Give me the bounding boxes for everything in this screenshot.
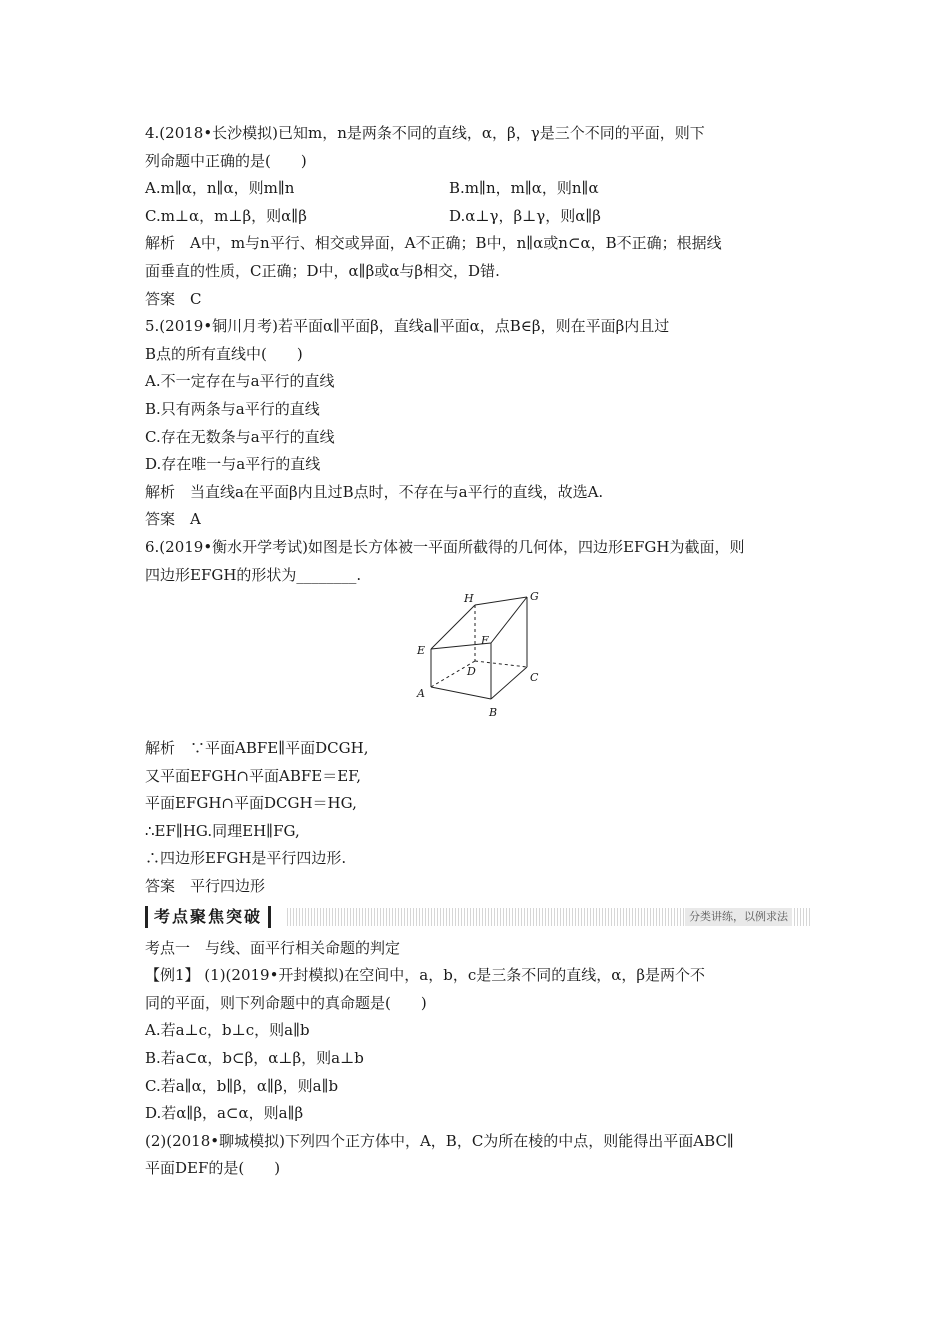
edge-HG xyxy=(475,597,527,605)
section-subtitle: 分类讲练，以例求法 xyxy=(685,908,792,926)
q5-option-b: B.只有两条与a平行的直线 xyxy=(145,399,320,418)
label-E: E xyxy=(417,644,426,658)
q4-stem-line1: 4.(2018•长沙模拟)已知m，n是两条不同的直线，α，β，γ是三个不同的平面，则下 xyxy=(145,124,705,142)
q5-stem-line1: 5.(2019•铜川月考)若平面α∥平面β，直线a∥平面α，点B∈β，则在平面β内且过 xyxy=(145,317,670,336)
example1-option-d: D.若α∥β，a⊂α，则a∥β xyxy=(145,1104,304,1123)
q5-option-d: D.存在唯一与a平行的直线 xyxy=(145,455,321,474)
label-F: F xyxy=(481,634,489,648)
label-H: H xyxy=(464,592,474,606)
q6-stem-line2: 四边形EFGH的形状为________. xyxy=(145,565,362,584)
example1-option-c: C.若a∥α，b∥β，α∥β，则a∥b xyxy=(145,1076,339,1095)
label-D: D xyxy=(467,665,476,679)
q4-answer: 答案 C xyxy=(145,289,202,308)
label-G: G xyxy=(530,591,539,604)
edge-DC-hidden xyxy=(475,661,527,667)
example1-part2-line1: (2)(2018•聊城模拟)下列四个正方体中，A，B，C为所在棱的中点，则能得出平面ABC∥ xyxy=(145,1131,734,1150)
label-A: A xyxy=(417,687,425,701)
q5-solution: 解析 当直线a在平面β内且过B点时，不存在与a平行的直线，故选A. xyxy=(145,482,604,501)
document-page xyxy=(145,120,810,1183)
example1-option-b: B.若a⊂α，b⊂β，α⊥β，则a⊥b xyxy=(145,1049,364,1068)
q4-solution-line2: 面垂直的性质，C正确；D中，α∥β或α与β相交，D错. xyxy=(145,261,500,280)
truncated-box-diagram xyxy=(409,591,549,733)
q6-solution-line4: ∴EF∥HG.同理EH∥FG, xyxy=(145,821,300,840)
q6-solution-line3: 平面EFGH∩平面DCGH＝HG, xyxy=(145,794,357,813)
example1-option-a: A.若a⊥c，b⊥c，则a∥b xyxy=(145,1021,310,1040)
q4-options-row2 xyxy=(145,203,810,231)
q6-solution-line1: 解析 ∵平面ABFE∥平面DCGH, xyxy=(145,739,369,758)
q4-option-b: B.m∥n，m∥α，则n∥α xyxy=(449,179,599,198)
q5-answer: 答案 A xyxy=(145,510,201,529)
q6-solution-line2: 又平面EFGH∩平面ABFE＝EF, xyxy=(145,766,361,785)
example1-stem-line1: 【例1】 (1)(2019•开封模拟)在空间中，a，b，c是三条不同的直线，α，β是两个不 xyxy=(145,966,706,985)
edge-BC xyxy=(491,667,527,699)
q4-solution-line1: 解析 A中，m与n平行、相交或异面，A不正确；B中，n∥α或n⊂α，B不正确；根据线 xyxy=(145,234,722,253)
q6-answer: 答案 平行四边形 xyxy=(145,877,266,896)
q5-stem-line2: B点的所有直线中( ) xyxy=(145,344,303,363)
q4-option-d: D.α⊥γ，β⊥γ，则α∥β xyxy=(449,206,601,225)
q4-stem-line2: 列命题中正确的是( ) xyxy=(145,151,307,170)
topic-heading: 考点一 与线、面平行相关命题的判定 xyxy=(145,938,401,957)
q5-option-a: A.不一定存在与a平行的直线 xyxy=(145,372,335,391)
example1-stem-line2: 同的平面，则下列命题中的真命题是( ) xyxy=(145,993,427,1012)
q6-solid-figure xyxy=(145,589,810,735)
q4-option-a: A.m∥α，n∥α，则m∥n xyxy=(145,179,295,198)
q6-stem-line1: 6.(2019•衡水开学考试)如图是长方体被一平面所截得的几何体，四边形EFGH为截面，则 xyxy=(145,537,745,556)
q5-option-c: C.存在无数条与a平行的直线 xyxy=(145,427,335,446)
edge-GF xyxy=(491,597,527,643)
label-B: B xyxy=(489,706,498,720)
section-banner xyxy=(145,903,810,933)
section-title: 考点聚焦突破 xyxy=(145,906,271,928)
example1-part2-line2: 平面DEF的是( ) xyxy=(145,1159,281,1178)
q4-options-row1 xyxy=(145,175,810,203)
q4-option-c: C.m⊥α，m⊥β，则α∥β xyxy=(145,206,307,225)
label-C: C xyxy=(530,671,539,685)
q6-solution-line5: ∴四边形EFGH是平行四边形. xyxy=(145,849,347,868)
edge-AB xyxy=(431,687,491,699)
edge-HE xyxy=(431,605,475,649)
